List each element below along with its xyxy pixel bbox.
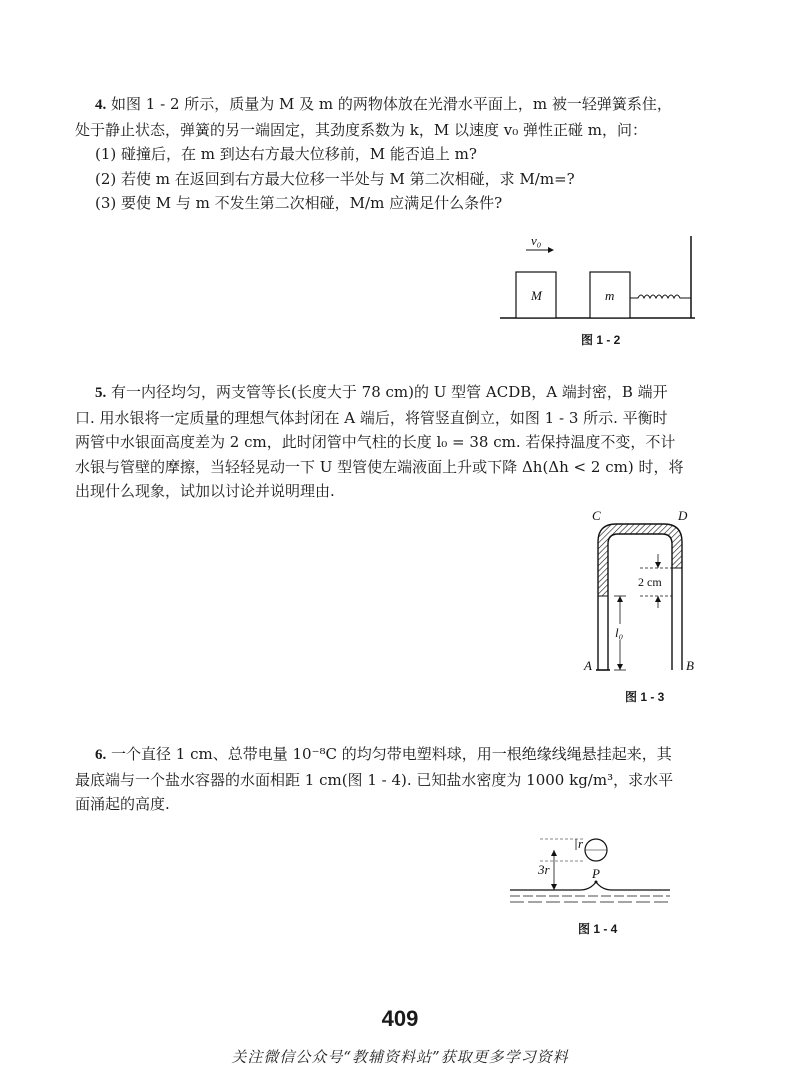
figure-1-3: [580, 510, 710, 680]
footer-note: 关注微信公众号“教辅资料站”获取更多学习资料: [231, 1048, 569, 1066]
problem-4-question-3: (3) 要使 M 与 m 不发生第二次相碰，M/m 应满足什么条件?: [95, 194, 503, 212]
problem-4: [75, 92, 735, 216]
problem-4-question-1: (1) 碰撞后，在 m 到达右方最大位移前，M 能否追上 m?: [95, 145, 477, 163]
block-m-label: m: [605, 288, 615, 303]
problem-6-number: 6.: [95, 747, 107, 763]
figure-1-3-drawing: [580, 510, 710, 680]
label-3r: 3r: [538, 862, 550, 877]
label-l0: l₀: [615, 625, 624, 640]
label-C: C: [592, 508, 601, 523]
label-B: B: [686, 658, 694, 673]
problem-5-line-2: 口. 用水银将一定质量的理想气体封闭在 A 端后，将管竖直倒立，如图 1 - 3 所示. 平衡时: [75, 408, 668, 427]
block-M-label: M: [531, 288, 542, 303]
figure-1-4: [510, 830, 670, 910]
figure-1-2-drawing: [500, 228, 700, 328]
label-r: r: [578, 836, 584, 851]
problem-5: [75, 380, 735, 504]
problem-5-line-1: [95, 380, 735, 406]
problem-4-line-1: [95, 92, 735, 118]
problem-4-number: 4.: [95, 97, 107, 113]
problem-5-line-5: 出现什么现象，试加以讨论并说明理由.: [75, 482, 335, 500]
label-D: D: [678, 508, 688, 523]
problem-6: [75, 742, 735, 817]
problem-4-text: 如图 1 - 2 所示，质量为 M 及 m 的两物体放在光滑水平面上，m 被一轻弹簧系住，: [111, 95, 672, 113]
problem-4-line-2: 处于静止状态，弹簧的另一端固定，其劲度系数为 k，M 以速度 v₀ 弹性正碰 m，问：: [75, 120, 648, 139]
figure-1-2: [500, 228, 700, 328]
figure-1-4-drawing: [510, 830, 670, 910]
problem-5-text: 有一内径均匀，两支管等长(长度大于 78 cm)的 U 型管 ACDB，A 端封密，B 端开: [111, 383, 668, 401]
page-number: 409: [381, 1006, 419, 1031]
problem-6-line-1: [95, 742, 735, 768]
problem-6-line-3: 面涌起的高度.: [75, 795, 170, 813]
spring: [630, 295, 691, 298]
figure-1-3-caption: 图 1 - 3: [625, 690, 665, 704]
label-A: A: [584, 658, 592, 673]
label-P: P: [592, 866, 600, 881]
figure-1-2-caption: 图 1 - 2: [581, 333, 621, 347]
v0-label: v₀: [531, 233, 542, 248]
problem-5-line-4: 水银与管壁的摩擦，当轻轻晃动一下 U 型管使左端液面上升或下降 Δh(Δh < 2 cm) 时，将: [75, 457, 684, 476]
problem-6-text: 一个直径 1 cm、总带电量 10⁻⁸C 的均匀带电塑料球，用一根绝缘线绳悬挂起来，其: [111, 745, 672, 763]
figure-1-4-caption: 图 1 - 4: [578, 922, 618, 936]
problem-5-line-3: 两管中水银面高度差为 2 cm，此时闭管中气柱的长度 l₀ = 38 cm. 若保持温度不变，不计: [75, 433, 676, 451]
problem-6-line-2: 最底端与一个盐水容器的水面相距 1 cm(图 1 - 4). 已知盐水密度为 1000 kg/m³，求水平: [75, 770, 674, 789]
problem-5-number: 5.: [95, 385, 107, 401]
problem-4-question-2: (2) 若使 m 在返回到右方最大位移一半处与 M 第二次相碰，求 M/m=?: [95, 169, 575, 188]
label-2cm: 2 cm: [638, 575, 662, 589]
